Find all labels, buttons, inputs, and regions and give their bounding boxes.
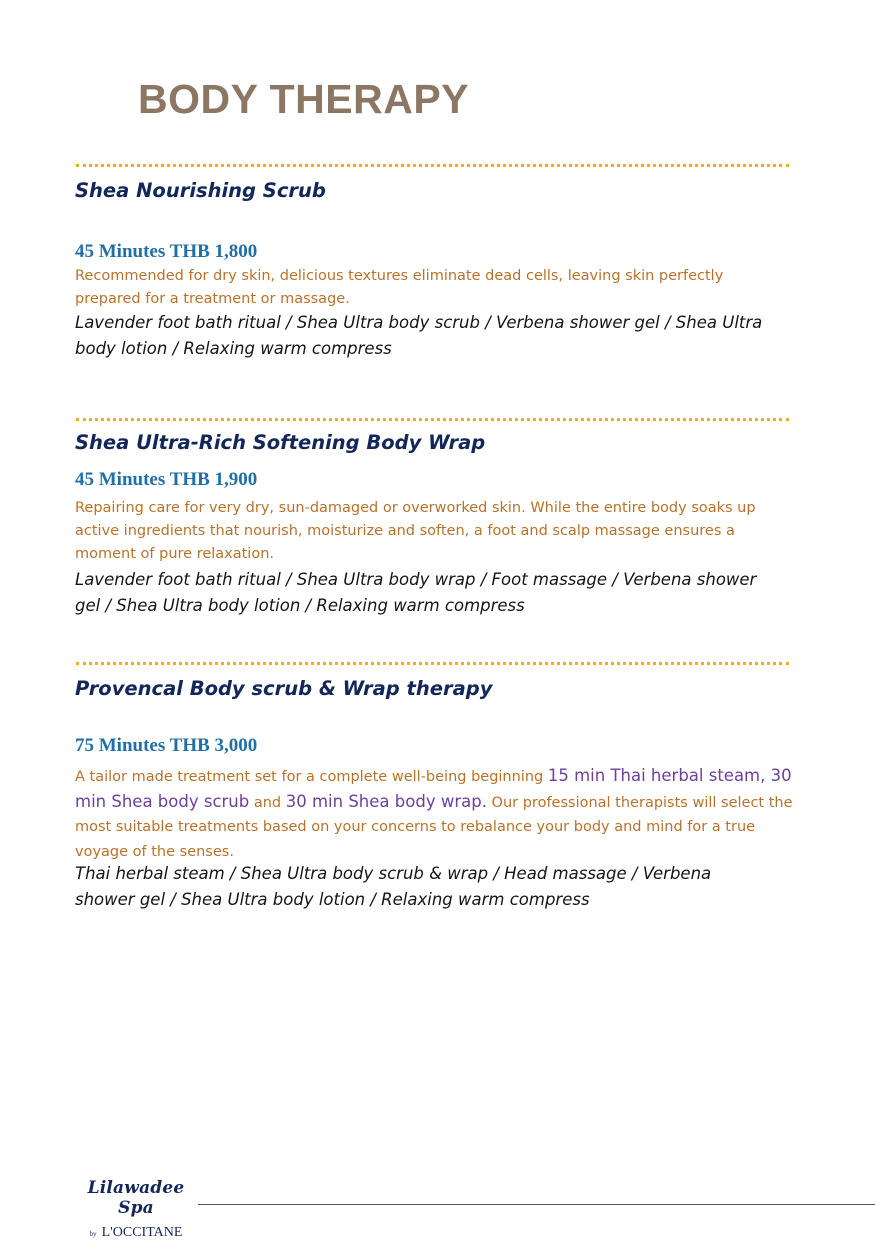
steps-line: Thai herbal steam / Shea Ultra body scrub & wrap / Head massage / Verbena [75, 864, 712, 883]
description-connector: and [249, 794, 286, 811]
footer-rule [198, 1204, 875, 1205]
logo-subtitle [74, 1221, 198, 1241]
service-description: Repairing care for very dry, sun-damaged or overworked skin. While the entire body soaks up active ingredients that nourish, moisturize and soften, a foot and scalp massage ensures a moment of pure relaxation. [75, 500, 756, 562]
service-name: Provencal Body scrub & Wrap therapy [75, 677, 493, 700]
description-highlight: 30 min Shea body wrap. [285, 791, 487, 811]
service-steps: Lavender foot bath ritual / Shea Ultra body wrap / Foot massage / Verbena shower gel / Shea Ultra body lotion / Relaxing warm compress [75, 570, 757, 615]
logo-script-text: Lilawadee Spa [87, 1178, 185, 1218]
service-description: Recommended for dry skin, delicious textures eliminate dead cells, leaving skin perfectly prepared for a treatment or massage. [75, 268, 724, 307]
service-steps [75, 861, 800, 912]
section-divider [76, 662, 789, 665]
brand-logo [74, 1178, 198, 1241]
description-highlight: 15 min Thai herbal steam, 30 min Shea body scrub [75, 766, 792, 811]
description-outro: Our professional therapists will select the most suitable treatments based on your concerns to rebalance your body and mind for a true voyage of the senses. [75, 794, 793, 860]
service-name: Shea Nourishing Scrub [75, 179, 326, 202]
section-divider [76, 418, 789, 421]
section-divider [76, 164, 789, 167]
page-title: BODY THERAPY [138, 76, 470, 122]
steps-line: shower gel / Shea Ultra body lotion / Relaxing warm compress [75, 889, 590, 909]
logo-brand: L'OCCITANE [101, 1225, 183, 1240]
logo-by: by [89, 1230, 97, 1238]
service-description [75, 764, 797, 864]
service-price: 45 Minutes THB 1,900 [75, 469, 258, 490]
service-price: 75 Minutes THB 3,000 [75, 735, 258, 756]
description-intro: A tailor made treatment set for a complete well-being beginning [75, 769, 548, 785]
service-steps: Lavender foot bath ritual / Shea Ultra body scrub / Verbena shower gel / Shea Ultra body lotion / Relaxing warm compress [75, 313, 763, 358]
service-name: Shea Ultra-Rich Softening Body Wrap [75, 431, 486, 454]
service-price: 45 Minutes THB 1,800 [75, 241, 258, 262]
